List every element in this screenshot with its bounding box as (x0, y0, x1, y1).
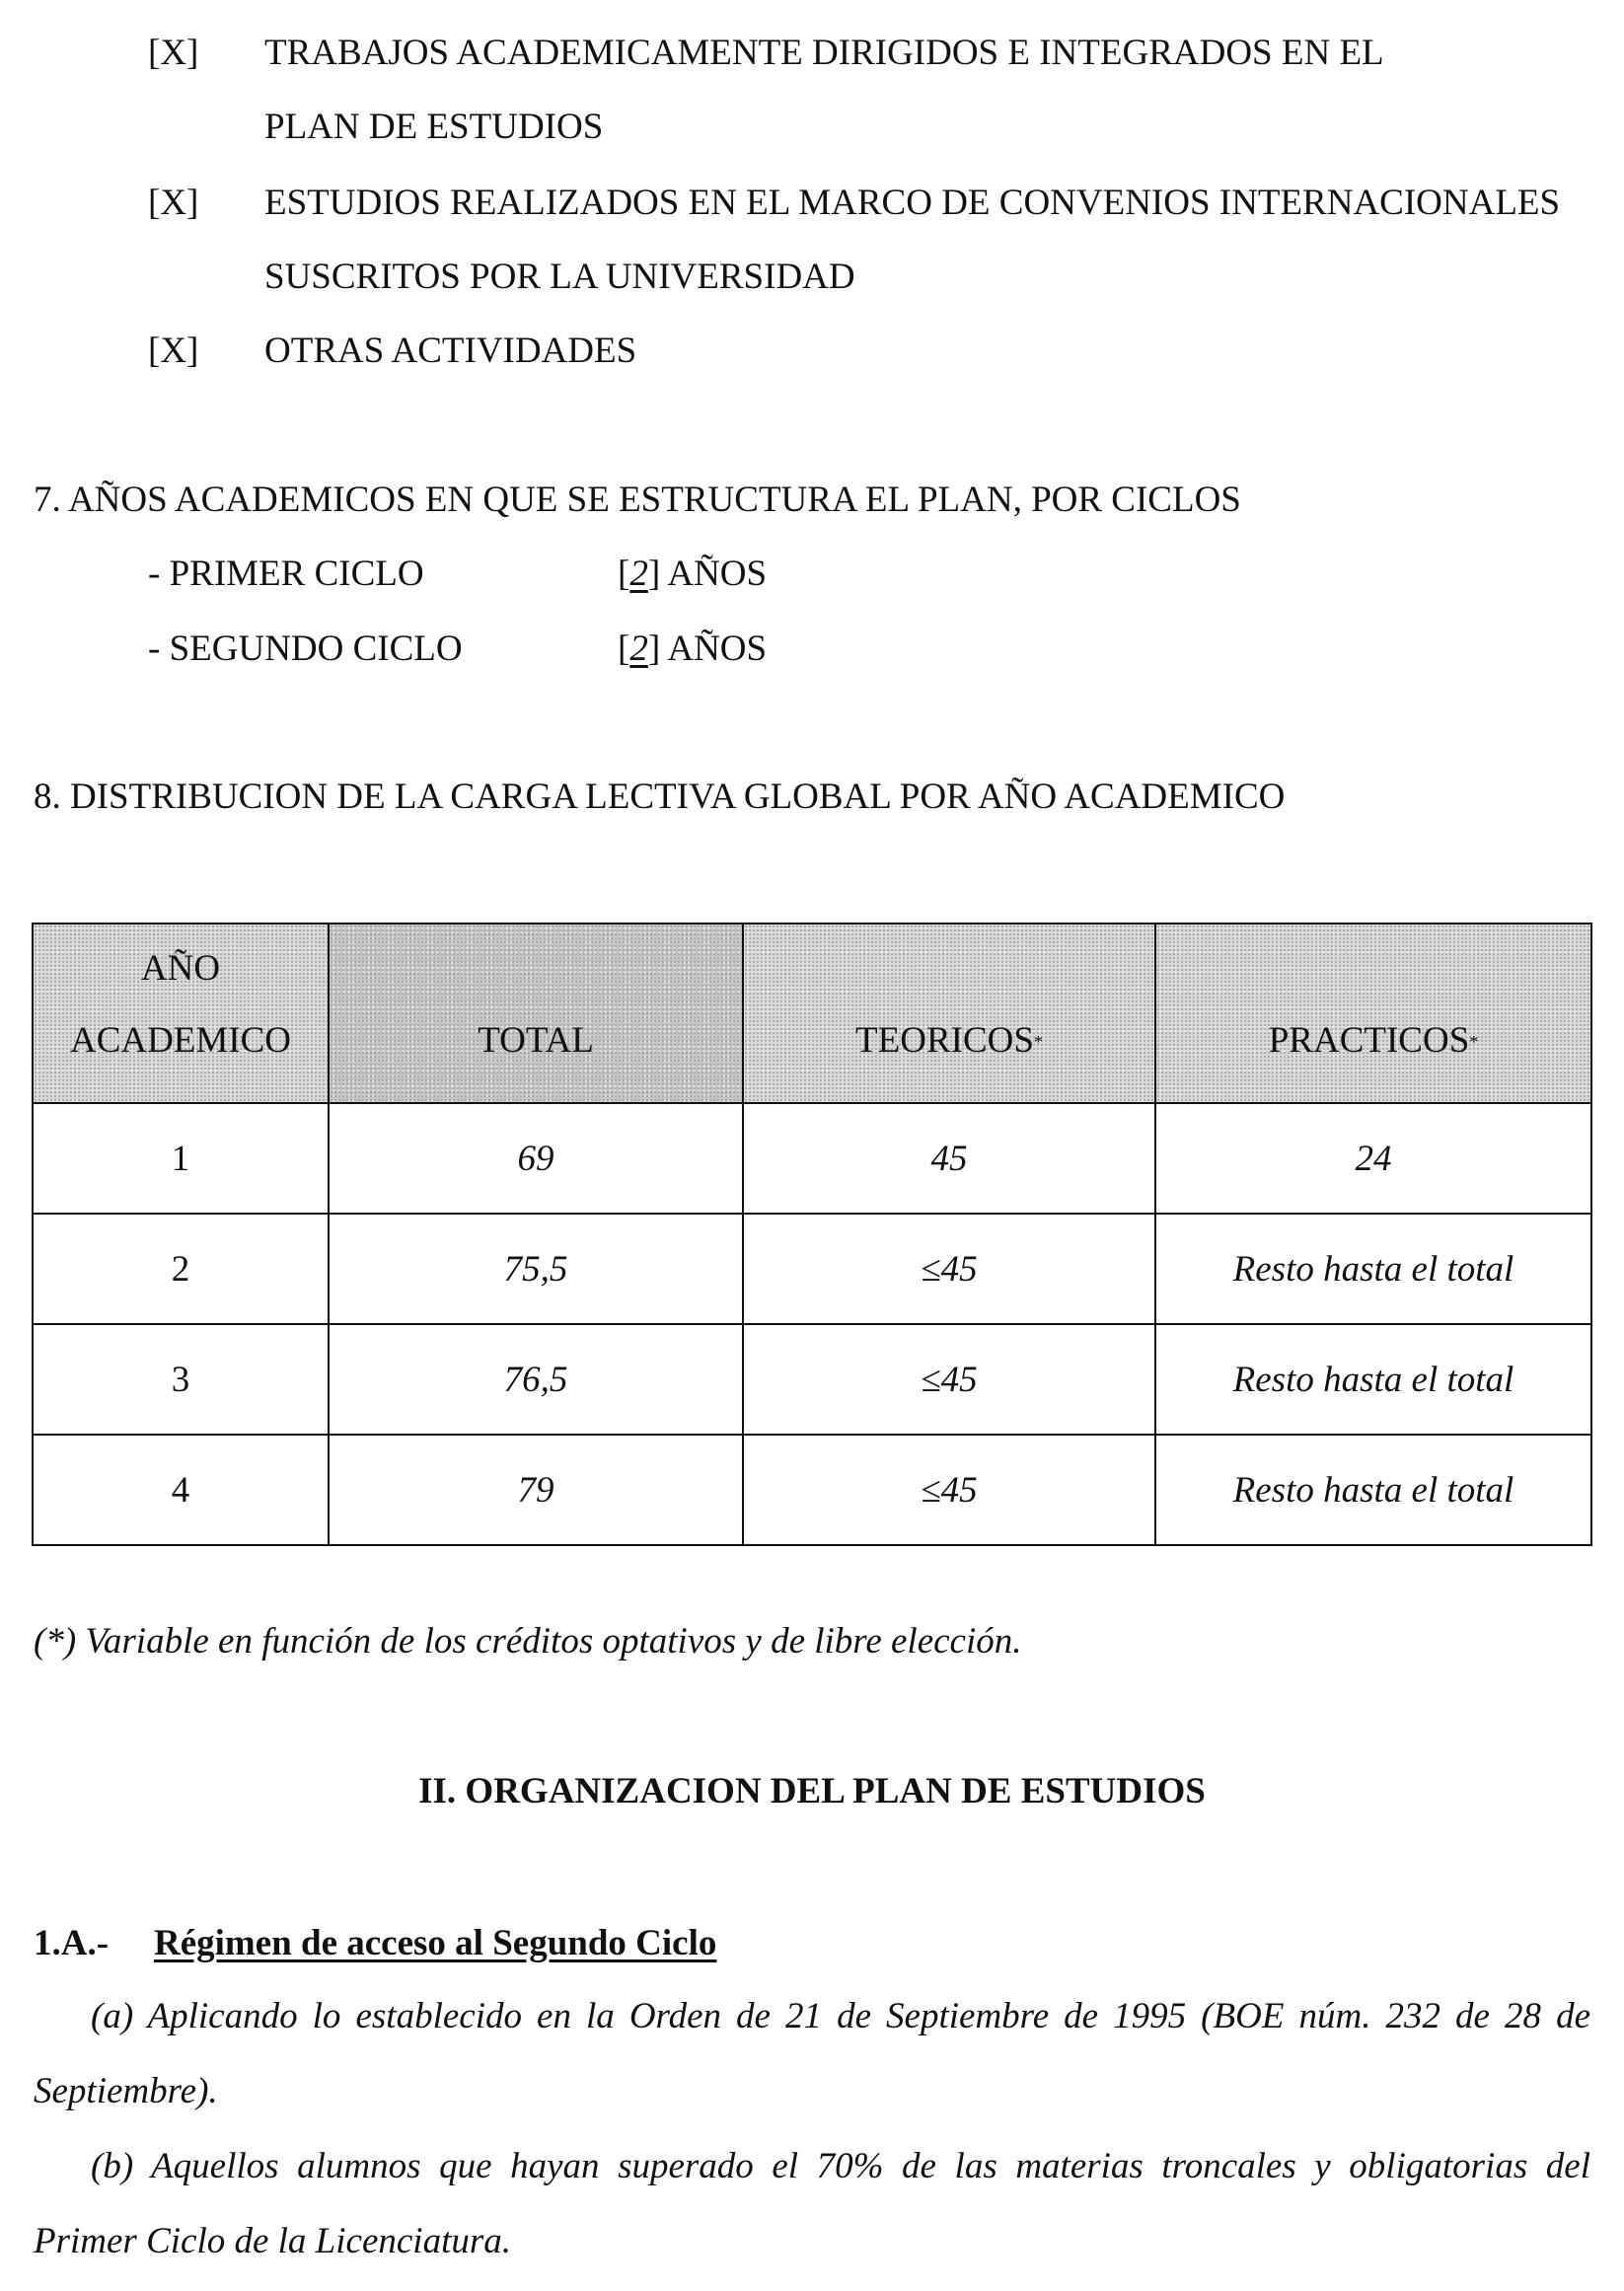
bracket-open: [ (618, 628, 630, 669)
cell-year: 3 (33, 1324, 329, 1435)
cell-theory: ≤45 (743, 1324, 1155, 1435)
bracket-open: [ (618, 554, 630, 594)
header-practice (1155, 924, 1591, 1103)
header-theory (743, 924, 1155, 1103)
header-academic-year (33, 924, 329, 1103)
cell-total: 79 (329, 1435, 743, 1545)
item-text: ESTUDIOS REALIZADOS EN EL MARCO DE CONVENIOS INTERNACIONALES (264, 183, 1561, 223)
footnote: (*) Variable en función de los créditos optativos y de libre elección. (34, 1621, 1022, 1662)
header-theory-label: TEORICOS (855, 1020, 1034, 1061)
cycle-years-value: 2 (629, 554, 648, 594)
section-8-heading: 8. DISTRIBUCION DE LA CARGA LECTIVA GLOBAL POR AÑO ACADEMICO (34, 776, 1286, 817)
checkbox-mark: [X] (148, 33, 199, 73)
asterisk-marker: * (1469, 1032, 1479, 1052)
cell-theory: ≤45 (743, 1435, 1155, 1545)
cell-theory: ≤45 (743, 1214, 1155, 1324)
subsection-title: Régimen de acceso al Segundo Ciclo (154, 1923, 717, 1963)
cell-total: 69 (329, 1103, 743, 1214)
table-header-row (33, 924, 1591, 1103)
cycle-years (618, 553, 767, 595)
checkbox-mark: [X] (148, 183, 199, 223)
paragraph-b-continued: Primer Ciclo de la Licenciatura. (34, 2221, 512, 2261)
header-academic-year-line1: AÑO (140, 948, 221, 989)
table-row (33, 1324, 1591, 1435)
table-row (33, 1103, 1591, 1214)
cell-practice: Resto hasta el total (1155, 1214, 1591, 1324)
course-load-table (32, 923, 1592, 1546)
cycle-label: - SEGUNDO CICLO (148, 628, 463, 669)
cycle-years (618, 628, 767, 670)
header-total: TOTAL (329, 924, 743, 1103)
cell-year: 1 (33, 1103, 329, 1214)
header-practice-label: PRACTICOS (1268, 1020, 1470, 1061)
section-7-heading: 7. AÑOS ACADEMICOS EN QUE SE ESTRUCTURA EL PLAN, POR CICLOS (34, 480, 1241, 520)
paragraph-a: (a) Aplicando lo establecido en la Orden de 21 de Septiembre de 1995 (BOE núm. 232 de 28 de (91, 1996, 1590, 2036)
cell-practice: Resto hasta el total (1155, 1324, 1591, 1435)
header-academic-year-line2: ACADEMICO (69, 1020, 292, 1061)
cell-theory: 45 (743, 1103, 1155, 1214)
cell-year: 2 (33, 1214, 329, 1324)
paragraph-b: (b) Aquellos alumnos que hayan superado el 70% de las materias troncales y obligatorias del (91, 2146, 1590, 2186)
years-unit: ] AÑOS (647, 554, 768, 594)
item-text: OTRAS ACTIVIDADES (264, 331, 637, 371)
paragraph-a-continued: Septiembre). (34, 2071, 218, 2111)
table-row (33, 1435, 1591, 1545)
cycle-label: - PRIMER CICLO (148, 554, 424, 594)
item-text: TRABAJOS ACADEMICAMENTE DIRIGIDOS E INTEGRADOS EN EL (264, 33, 1384, 73)
cell-total: 76,5 (329, 1324, 743, 1435)
item-text-continued: PLAN DE ESTUDIOS (264, 107, 604, 147)
years-unit: ] AÑOS (647, 628, 768, 669)
cell-total: 75,5 (329, 1214, 743, 1324)
item-text-continued: SUSCRITOS POR LA UNIVERSIDAD (264, 257, 855, 297)
cell-practice: Resto hasta el total (1155, 1435, 1591, 1545)
cell-practice: 24 (1155, 1103, 1591, 1214)
subsection-number: 1.A.- (34, 1923, 110, 1963)
checkbox-mark: [X] (148, 331, 199, 371)
cycle-years-value: 2 (629, 628, 648, 669)
table-row (33, 1214, 1591, 1324)
asterisk-marker: * (1033, 1032, 1043, 1052)
part-title: II. ORGANIZACION DEL PLAN DE ESTUDIOS (418, 1771, 1206, 1811)
cell-year: 4 (33, 1435, 329, 1545)
